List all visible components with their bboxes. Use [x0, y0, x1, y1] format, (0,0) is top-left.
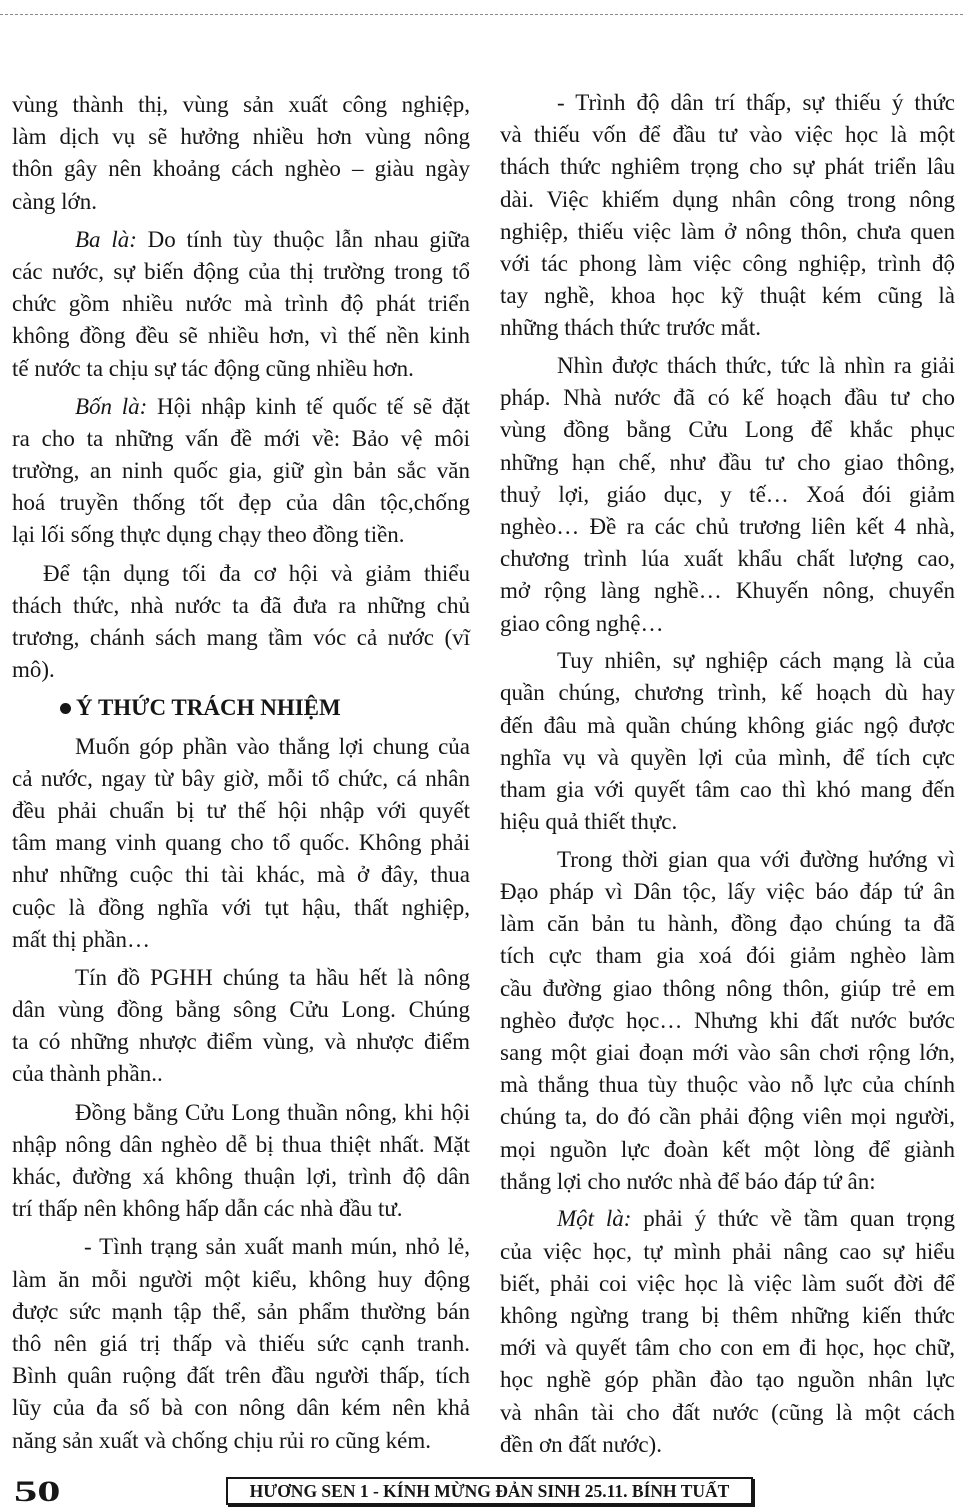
text-line: hoá truyền thống tốt đẹp của dân tộc,chống [12, 490, 470, 516]
text-line: làm căn bản tu hành, đồng đạo chúng ta đã [500, 911, 955, 937]
text-line: thô nên giá trị thấp và thiếu sức cạnh tranh. [12, 1330, 470, 1356]
paragraph [500, 844, 955, 1198]
text-line: chúng ta, do đó cần phải động viên mọi người, [500, 1104, 955, 1130]
text-line: làm ăn mỗi người một kiểu, không huy động [12, 1266, 470, 1292]
text-line-body: phải ý thức về tầm quan trọng [643, 1206, 956, 1232]
paragraph-lead: Bốn là: [75, 393, 148, 419]
paragraph [12, 224, 470, 385]
text-line: nhập nông dân nghèo dễ bị thua thiệt nhất. Mặt [12, 1131, 470, 1157]
paragraph [500, 87, 955, 345]
text-line: thách thức nghiêm trọng cho sự phát triển lâu [500, 154, 955, 180]
text-line: nghiệp, thiếu việc làm ở nông thôn, chưa quen [500, 218, 955, 244]
text-line: thắng lợi cho nước nhà để báo đáp tứ ân: [500, 1168, 876, 1194]
text-line: mô). [12, 657, 55, 683]
paragraph [12, 558, 470, 687]
text-line: và thiếu vốn để đầu tư vào việc học là một [500, 122, 955, 148]
left-column [12, 89, 470, 1457]
left-intro-paragraphs [12, 89, 470, 686]
text-line: thôn gây nên khoảng cách nghèo – giàu ngày [12, 156, 470, 182]
paragraph [12, 962, 470, 1091]
paragraph [12, 391, 470, 552]
right-column [500, 87, 955, 1461]
text-line: thuỷ lợi, giáo dục, y tế… Xoá đói giảm [500, 481, 955, 507]
paragraph [500, 1203, 955, 1461]
text-line: trương, chánh sách mang tầm vóc cả nước (vĩ [12, 625, 470, 650]
text-line-body: Do tính tùy thuộc lẫn nhau giữa [147, 226, 470, 252]
text-line: không ngừng trang bị thêm những kiến thức [500, 1302, 955, 1328]
paragraph-lead: Ba là: [75, 226, 137, 252]
text-line: tham gia với quyết tâm cao thì khó mang đến [500, 776, 955, 802]
text-line: những thách thức trước mắt. [500, 315, 761, 341]
text-line: Muốn góp phần vào thắng lợi chung của [75, 733, 470, 759]
text-line: học nghề góp phần đào tạo nguồn nhân lực [500, 1367, 955, 1393]
paragraph [12, 1097, 470, 1226]
footer-banner: HƯƠNG SEN 1 - KÍNH MỪNG ĐẢN SINH 25.11. BÍNH TUẤT [226, 1477, 753, 1505]
text-line: Trong thời gian qua với đường hướng vì [557, 846, 955, 872]
section-heading [12, 692, 470, 724]
text-line: quần chúng, chương trình, kế hoạch dù hay [500, 680, 955, 706]
text-line: cuộc là đồng nghĩa với tụt hậu, thất nghiệp, [12, 894, 470, 920]
top-dashed-rule [0, 14, 963, 15]
text-line: Bình quân ruộng đất trên đầu người thấp, tích [12, 1363, 470, 1389]
text-line: lũy của đa số bà con nông dân kém nên khả [12, 1395, 470, 1421]
text-line: không đồng đều sẽ nhiều hơn, vì thế nền kinh [12, 323, 470, 349]
text-line: - Trình độ dân trí thấp, sự thiếu ý thức [557, 90, 955, 115]
text-line: của việc học, tự mình phải nâng cao sự hiểu [500, 1238, 955, 1264]
text-line: đều phải chuẩn bị tư thế hội nhập với quyết [12, 797, 470, 823]
text-line: tâm mang vinh quang cho tổ quốc. Không phải [12, 830, 470, 856]
text-line: được sức mạnh tập thể, sản phẩm thường bán [12, 1298, 470, 1324]
text-line: ta có những nhược điểm vùng, và nhược điểm [12, 1029, 470, 1055]
left-section-paragraphs [12, 731, 470, 1457]
text-line: dân vùng đồng bằng sông Cửu Long. Chúng [12, 997, 470, 1023]
paragraph [500, 645, 955, 838]
paragraph-lead: Một là: [557, 1206, 632, 1232]
text-line: như những cuộc thi tài khác, mà ở đây, thua [12, 862, 470, 888]
text-line: đền ơn đất nước). [500, 1431, 662, 1457]
text-line: vùng thành thị, vùng sản xuất công nghiệp, [12, 92, 470, 117]
text-line: và nhân tài cho đất nước (cũng là một cách [500, 1399, 955, 1425]
text-line: mới và quyết tâm cho con em đi học, học chữ, [500, 1335, 955, 1361]
section-heading-text: Ý THỨC TRÁCH NHIỆM [76, 695, 341, 721]
text-line: Đồng bằng Cửu Long thuần nông, khi hội [75, 1099, 470, 1125]
text-line: - Tình trạng sản xuất manh mún, nhỏ lẻ, [84, 1234, 470, 1260]
text-line: biết, phải coi việc học là việc làm suốt đời để [500, 1270, 955, 1296]
text-line: mà thắng thua tùy thuộc vào nỗ lực của chính [500, 1072, 955, 1098]
text-line: chức gồm nhiều nước mà trình độ phát triển [12, 291, 470, 317]
text-line: với tác phong làm việc công nghiệp, trình độ [500, 250, 955, 276]
text-line: pháp. Nhà nước đã có kế hoạch đầu tư cho [500, 385, 955, 411]
text-line: vùng đồng bằng Cửu Long để khắc phục [500, 417, 955, 443]
text-line: sang một giai đoạn mới vào sân chơi rộng lớn, [500, 1039, 955, 1065]
text-line: cầu đường giao thông nông thôn, giúp trẻ em [500, 975, 955, 1001]
text-line: trí thấp nên không hấp dẫn các nhà đầu tư. [12, 1196, 403, 1222]
text-line: mở rộng làng nghề… Khuyến nông, chuyển [500, 578, 955, 604]
bullet-icon [60, 703, 71, 714]
text-line: hiệu quả thiết thực. [500, 809, 678, 835]
text-line: Nhìn được thách thức, tức là nhìn ra giải [557, 353, 955, 378]
text-line: Đạo pháp vì Dân tộc, lấy việc báo đáp tứ ân [500, 879, 955, 904]
page-number: 50 [14, 1475, 61, 1508]
text-line: khác, đường xá không thuận lợi, trình độ dân [12, 1164, 470, 1189]
text-line: lại lối sống thực dụng chạy theo đồng tiền. [12, 522, 405, 548]
text-line: của thành phần.. [12, 1061, 163, 1087]
text-line: mọi nguồn lực đoàn kết một lòng để giành [500, 1136, 955, 1162]
text-line: thách thức, nhà nước ta đã đưa ra những chủ [12, 592, 470, 618]
text-line: Tín đồ PGHH chúng ta hầu hết là nông [75, 964, 470, 990]
text-line: giao công nghệ… [500, 610, 664, 636]
text-line: nghèo… Đề ra các chủ trương liên kết 4 nhà, [500, 513, 955, 539]
text-line [500, 1203, 955, 1235]
paragraph [12, 1231, 470, 1456]
text-line: năng sản xuất và chống chịu rủi ro cũng kém. [12, 1427, 431, 1453]
text-line: Để tận dụng tối đa cơ hội và giảm thiểu [43, 560, 470, 586]
paragraph [12, 89, 470, 218]
paragraph [12, 731, 470, 956]
text-line-body: Hội nhập kinh tế quốc tế sẽ đặt [156, 393, 470, 419]
text-line: chương trình lúa xuất khẩu chất lượng cao, [500, 546, 955, 572]
text-line: ra cho ta những vấn đề mới về: Bảo vệ môi [12, 425, 470, 451]
text-line: tích cực tham gia xoá đói giảm nghèo làm [500, 943, 955, 969]
text-line: nghèo được học… Nhưng khi đất nước bước [500, 1007, 955, 1033]
text-line [12, 391, 470, 423]
paragraph [500, 350, 955, 640]
text-line: những hạn chế, như đầu tư cho giao thông, [500, 449, 955, 475]
text-line: càng lớn. [12, 188, 97, 214]
text-line: nghĩa vụ và quyền lợi của mình, để tích cực [500, 744, 955, 770]
text-line: tế nước ta chịu sự tác động cũng nhiều hơn. [12, 355, 414, 381]
text-line: mất thị phần… [12, 926, 150, 952]
text-line [12, 224, 470, 256]
text-line: dài. Việc khiếm dụng nhân công trong nông [500, 186, 955, 212]
text-line: làm dịch vụ sẽ hưởng nhiều hơn vùng nông [12, 124, 470, 150]
text-line: tay nghề, khoa học kỹ thuật kém cũng là [500, 283, 955, 309]
text-line: cả nước, ngay từ bây giờ, mỗi tổ chức, cá nhân [12, 765, 470, 791]
text-line: trường, an ninh quốc gia, giữ gìn bản sắc văn [12, 458, 470, 484]
text-line: đến đâu mà quần chúng không giác ngộ được [500, 712, 955, 738]
text-line: Tuy nhiên, sự nghiệp cách mạng là của [557, 648, 955, 674]
text-line: các nước, sự biến động của thị trường trong tổ [12, 258, 470, 284]
